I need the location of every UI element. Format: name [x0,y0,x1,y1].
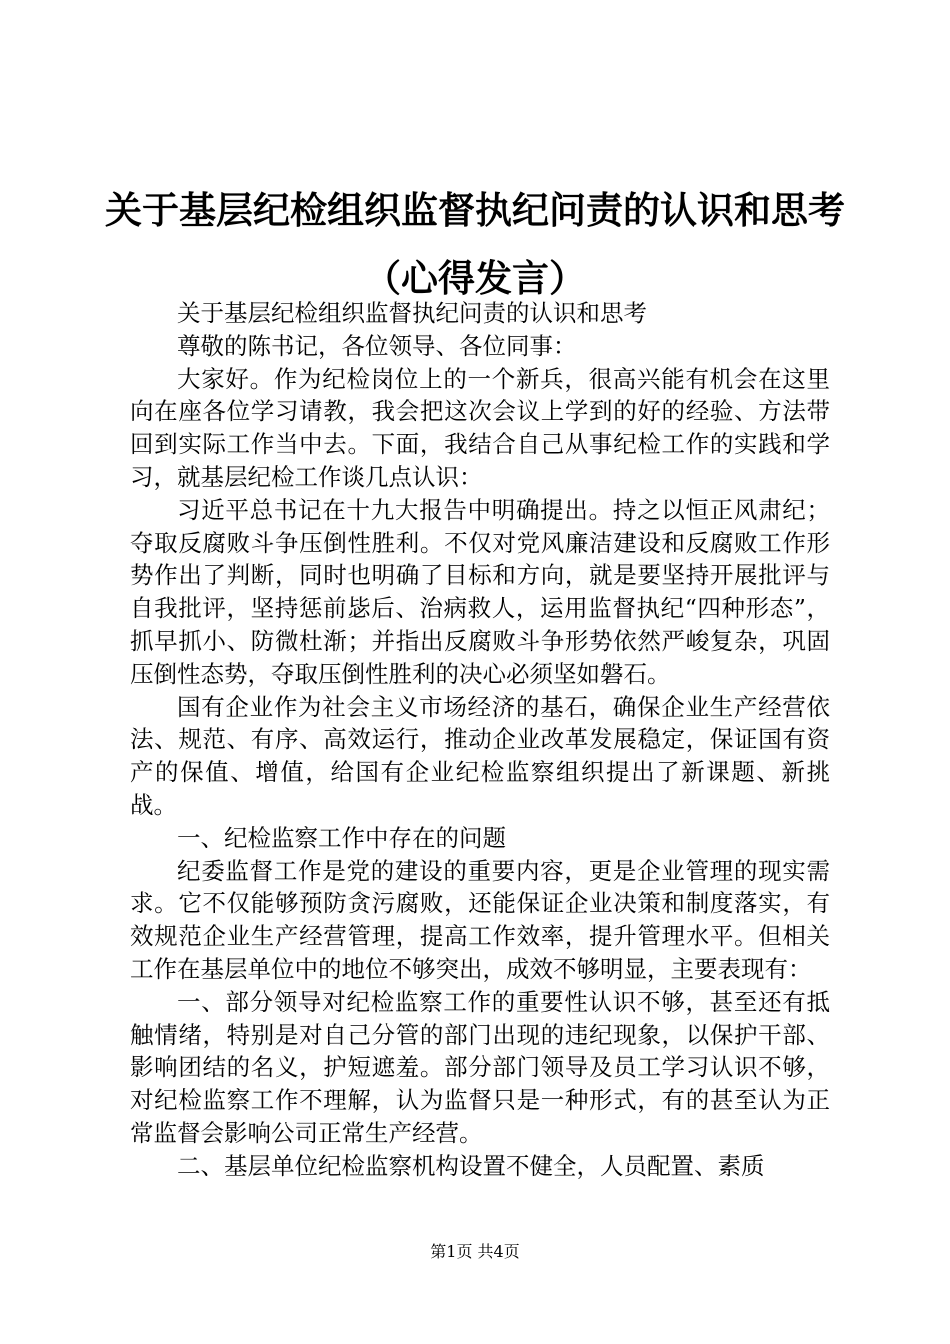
paragraph-greeting: 大家好。作为纪检岗位上的一个新兵，很高兴能有机会在这里向在座各位学习请教，我会把这次会议上学到的好的经验、方法带回到实际工作当中去。下面，我结合自己从事纪检工作的实践和学习，就基层纪检工作谈几点认识： [130,364,830,491]
page-footer: 第1页 共4页 [430,1242,520,1261]
paragraph-report: 习近平总书记在十九大报告中明确提出。持之以恒正风肃纪；夺取反腐败斗争压倒性胜利。不仅对党风廉洁建设和反腐败工作形势作出了判断，同时也明确了目标和方向，就是要坚持开展批评与自我批评，坚持惩前毖后、治病救人，运用监督执纪“四种形态”，抓早抓小、防微杜渐；并指出反腐败斗争形势依然严峻复杂，巩固压倒性态势，夺取压倒性胜利的决心必须坚如磐石。 [130,495,830,688]
paragraph-salutation: 尊敬的陈书记，各位领导、各位同事： [177,331,577,360]
paragraph-subtitle: 关于基层纪检组织监督执纪问责的认识和思考 [177,299,647,327]
document-body [130,297,830,1183]
paragraph-state-enterprise: 国有企业作为社会主义市场经济的基石，确保企业生产经营依法、规范、有序、高效运行，推动企业改革发展稳定，保证国有资产的保值、增值，给国有企业纪检监察组织提出了新课题、新挑战。 [130,692,830,819]
paragraph-point-one: 一、部分领导对纪检监察工作的重要性认识不够，甚至还有抵触情绪，特别是对自己分管的部门出现的违纪现象，以保护干部、影响团结的名义，护短遮羞。部分部门领导及员工学习认识不够，对纪检监察工作不理解，认为监督只是一种形式，有的甚至认为正常监督会影响公司正常生产经营。 [130,987,830,1147]
paragraph-point-two: 二、基层单位纪检监察机构设置不健全，人员配置、素质 [177,1151,765,1180]
paragraph-supervision: 纪委监督工作是党的建设的重要内容，更是企业管理的现实需求。它不仅能够预防贪污腐败，还能保证企业决策和制度落实，有效规范企业生产经营管理，提高工作效率，提升管理水平。但相关工作在基层单位中的地位不够突出，成效不够明显，主要表现有： [130,856,830,983]
section-heading: 一、纪检监察工作中存在的问题 [177,823,506,852]
document-title-line1: 关于基层纪检组织监督执纪问责的认识和思考 [105,188,845,232]
document-title-line2: （心得发言） [364,256,586,300]
